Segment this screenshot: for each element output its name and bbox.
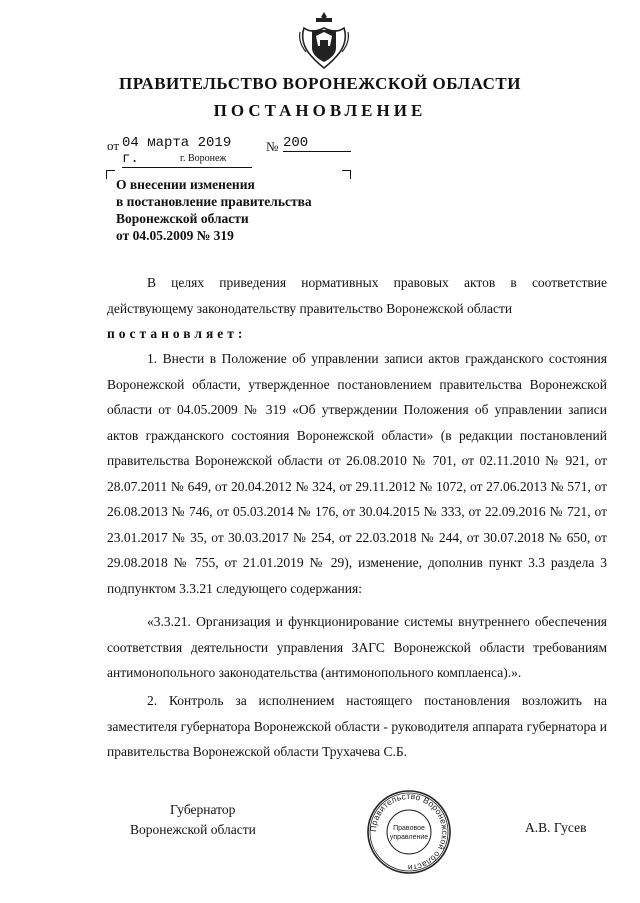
clause-2: 2. Контроль за исполнением настоящего постановления возложить на заместителя губернатора Воронежской области - руководителя аппарата губернатора и правительства Воронежской области Трухачева С.Б. bbox=[107, 693, 607, 759]
document-date: 04 марта 2019 г. bbox=[122, 135, 252, 168]
official-seal-stamp bbox=[366, 789, 452, 875]
document-subject bbox=[116, 176, 312, 244]
subject-line: О внесении изменения bbox=[116, 177, 255, 192]
quoted-subclause: «3.3.21. Организация и функционирование системы внутреннего обеспечения соответствия деятельности управления ЗАГС Воронежской области требованиям антимонопольного законодательства (антимонопольного комплаенса).». bbox=[107, 614, 607, 680]
position-line: Воронежской области bbox=[130, 822, 256, 837]
subject-bracket-left bbox=[106, 170, 115, 179]
document-type-title: ПОСТАНОВЛЕНИЕ bbox=[213, 101, 427, 120]
signatory-name: А.В. Гусев bbox=[525, 820, 587, 835]
subject-line: Воронежской области bbox=[116, 211, 249, 226]
clause-1: 1. Внести в Положение об управлении записи актов гражданского состояния Воронежской области, утвержденное постановлением правительства Воронежской области от 04.05.2009 № 319 «Об утверждении Положения об управлении записи актов гражданского состояния Воронежской области» (в редакции постановлений правительства Воронежской области от 26.08.2010 № 701, от 02.11.2010 № 921, от 28.07.2011 № 649, от 20.04.2012 № 324, от 29.11.2012 № 1072, от 27.06.2013 № 571, от 26.08.2013 № 746, от 05.03.2014 № 176, от 30.04.2015 № 333, от 22.09.2016 № 721, от 23.01.2017 № 35, от 30.03.2017 № 254, от 22.03.2018 № 244, от 30.07.2018 № 650, от 29.08.2018 № 755, от 21.01.2019 № 29), изменение, дополнив пункт 3.3 раздела 3 подпунктом 3.3.21 следующего содержания: bbox=[107, 351, 607, 596]
seal-inner-text: управление bbox=[389, 834, 429, 841]
government-title: ПРАВИТЕЛЬСТВО ВОРОНЕЖСКОЙ ОБЛАСТИ bbox=[118, 74, 521, 93]
subject-line: от 04.05.2009 № 319 bbox=[116, 228, 234, 243]
position-line: Губернатор bbox=[170, 802, 236, 817]
subject-bracket-right bbox=[342, 170, 351, 179]
number-label: № bbox=[266, 139, 279, 154]
seal-inner-text: Правовое bbox=[393, 825, 425, 832]
intro-paragraph: В целях приведения нормативных правовых актов в соответствие действующему законодательству правительство Воронежской области bbox=[107, 275, 607, 316]
subject-line: в постановление правительства bbox=[116, 194, 312, 209]
decree-word: постановляет: bbox=[107, 326, 247, 341]
date-label: от bbox=[107, 138, 120, 153]
seal-outer-text: Правительство Воронежской области bbox=[367, 790, 451, 874]
document-number: 200 bbox=[283, 135, 351, 152]
coat-of-arms-icon bbox=[296, 10, 352, 72]
city-label: г. Воронеж bbox=[180, 153, 227, 164]
